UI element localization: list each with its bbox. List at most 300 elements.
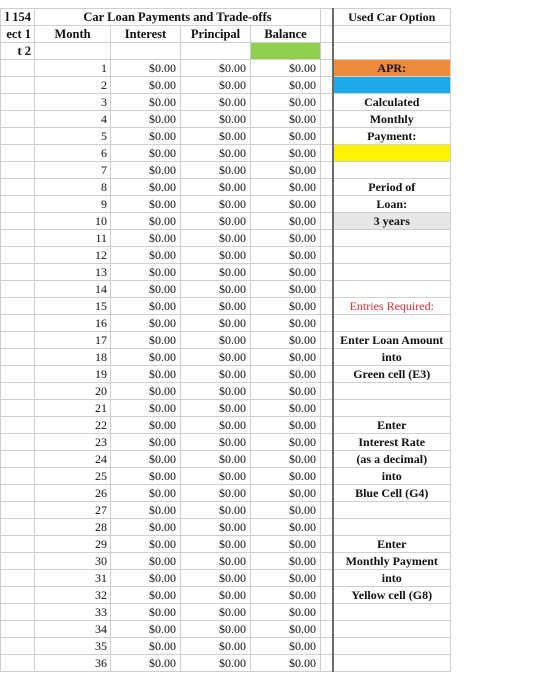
header-month: Month xyxy=(35,26,111,43)
balance-cell[interactable]: $0.00 xyxy=(251,247,321,264)
principal-cell[interactable]: $0.00 xyxy=(181,604,251,621)
separator-cell xyxy=(321,536,333,553)
interest-cell[interactable]: $0.00 xyxy=(111,247,181,264)
separator-cell xyxy=(321,349,333,366)
month-cell: 25 xyxy=(35,468,111,485)
table-row xyxy=(1,366,451,383)
separator-cell xyxy=(321,383,333,400)
separator-cell xyxy=(321,230,333,247)
separator-cell xyxy=(321,570,333,587)
principal-cell[interactable]: $0.00 xyxy=(181,451,251,468)
left-label: l 154 xyxy=(1,9,35,26)
principal-cell[interactable]: $0.00 xyxy=(181,655,251,672)
row-left-cell xyxy=(1,434,35,451)
balance-cell[interactable]: $0.00 xyxy=(251,111,321,128)
row-left-cell xyxy=(1,366,35,383)
row-left-cell xyxy=(1,502,35,519)
balance-cell[interactable]: $0.00 xyxy=(251,60,321,77)
balance-cell[interactable]: $0.00 xyxy=(251,536,321,553)
principal-cell[interactable]: $0.00 xyxy=(181,638,251,655)
header-interest: Interest xyxy=(111,26,181,43)
calc-line-1: Calculated xyxy=(333,94,451,111)
balance-cell[interactable]: $0.00 xyxy=(251,400,321,417)
principal-cell[interactable]: $0.00 xyxy=(181,145,251,162)
interest-cell[interactable]: $0.00 xyxy=(111,128,181,145)
table-row xyxy=(1,451,451,468)
header-balance: Balance xyxy=(251,26,321,43)
instr-rate-4: into xyxy=(333,468,451,485)
interest-cell[interactable]: $0.00 xyxy=(111,638,181,655)
balance-cell[interactable]: $0.00 xyxy=(251,230,321,247)
blank-cell xyxy=(35,43,111,60)
option-cell xyxy=(333,247,451,264)
principal-cell[interactable]: $0.00 xyxy=(181,247,251,264)
separator-cell xyxy=(321,621,333,638)
principal-cell[interactable]: $0.00 xyxy=(181,281,251,298)
principal-cell[interactable]: $0.00 xyxy=(181,213,251,230)
separator-cell xyxy=(321,604,333,621)
interest-cell[interactable]: $0.00 xyxy=(111,451,181,468)
separator-cell xyxy=(321,655,333,672)
separator-cell xyxy=(321,553,333,570)
separator-cell xyxy=(321,468,333,485)
row-left-cell xyxy=(1,213,35,230)
table-row xyxy=(1,400,451,417)
separator-cell xyxy=(321,434,333,451)
row-left-cell xyxy=(1,468,35,485)
separator-cell xyxy=(321,315,333,332)
separator-cell xyxy=(321,451,333,468)
principal-cell[interactable]: $0.00 xyxy=(181,298,251,315)
row-left-cell xyxy=(1,655,35,672)
interest-cell[interactable]: $0.00 xyxy=(111,60,181,77)
principal-cell[interactable]: $0.00 xyxy=(181,94,251,111)
table-row xyxy=(1,604,451,621)
balance-cell[interactable]: $0.00 xyxy=(251,213,321,230)
option-cell xyxy=(333,43,451,60)
month-cell: 27 xyxy=(35,502,111,519)
month-cell: 16 xyxy=(35,315,111,332)
row-left-cell xyxy=(1,128,35,145)
principal-cell[interactable]: $0.00 xyxy=(181,60,251,77)
blank-cell xyxy=(181,43,251,60)
principal-cell[interactable]: $0.00 xyxy=(181,179,251,196)
principal-cell[interactable]: $0.00 xyxy=(181,128,251,145)
interest-cell[interactable]: $0.00 xyxy=(111,417,181,434)
balance-cell[interactable]: $0.00 xyxy=(251,179,321,196)
principal-cell[interactable]: $0.00 xyxy=(181,196,251,213)
option-cell xyxy=(333,315,451,332)
option-cell xyxy=(333,264,451,281)
row-left-cell xyxy=(1,417,35,434)
row-left-cell xyxy=(1,111,35,128)
left-label: ect 1 xyxy=(1,26,35,43)
period-line-2: Loan: xyxy=(333,196,451,213)
table-row xyxy=(1,111,451,128)
row-left-cell xyxy=(1,400,35,417)
table-row xyxy=(1,383,451,400)
apr-label: APR: xyxy=(333,60,451,77)
table-row xyxy=(1,587,451,604)
table-row xyxy=(1,553,451,570)
table-row xyxy=(1,264,451,281)
interest-cell[interactable]: $0.00 xyxy=(111,604,181,621)
balance-cell[interactable]: $0.00 xyxy=(251,281,321,298)
calc-line-2: Monthly xyxy=(333,111,451,128)
month-cell: 8 xyxy=(35,179,111,196)
instr-payment-2: Monthly Payment xyxy=(333,553,451,570)
interest-cell[interactable]: $0.00 xyxy=(111,434,181,451)
interest-cell[interactable]: $0.00 xyxy=(111,655,181,672)
separator-cell xyxy=(321,111,333,128)
balance-cell[interactable]: $0.00 xyxy=(251,349,321,366)
balance-cell[interactable]: $0.00 xyxy=(251,94,321,111)
header-row-3 xyxy=(1,43,451,60)
table-row xyxy=(1,179,451,196)
balance-cell[interactable]: $0.00 xyxy=(251,145,321,162)
blank-cell xyxy=(111,43,181,60)
header-principal: Principal xyxy=(181,26,251,43)
month-cell: 31 xyxy=(35,570,111,587)
instr-payment-1: Enter xyxy=(333,536,451,553)
table-row xyxy=(1,519,451,536)
table-row xyxy=(1,434,451,451)
principal-cell[interactable]: $0.00 xyxy=(181,315,251,332)
row-left-cell xyxy=(1,638,35,655)
option-cell xyxy=(333,400,451,417)
month-cell: 2 xyxy=(35,77,111,94)
principal-cell[interactable]: $0.00 xyxy=(181,400,251,417)
row-left-cell xyxy=(1,604,35,621)
row-left-cell xyxy=(1,519,35,536)
separator-cell xyxy=(321,417,333,434)
balance-cell[interactable]: $0.00 xyxy=(251,128,321,145)
row-left-cell xyxy=(1,570,35,587)
row-left-cell xyxy=(1,94,35,111)
interest-cell[interactable]: $0.00 xyxy=(111,213,181,230)
interest-cell[interactable]: $0.00 xyxy=(111,570,181,587)
interest-cell[interactable]: $0.00 xyxy=(111,502,181,519)
loan-spreadsheet xyxy=(0,8,451,672)
principal-cell[interactable]: $0.00 xyxy=(181,349,251,366)
month-cell: 9 xyxy=(35,196,111,213)
balance-cell[interactable]: $0.00 xyxy=(251,366,321,383)
header-row-1 xyxy=(1,9,451,26)
separator-cell xyxy=(321,94,333,111)
separator-cell xyxy=(321,264,333,281)
separator-cell xyxy=(321,213,333,230)
row-left-cell xyxy=(1,621,35,638)
interest-cell[interactable]: $0.00 xyxy=(111,230,181,247)
month-cell: 23 xyxy=(35,434,111,451)
row-left-cell xyxy=(1,485,35,502)
interest-rate-input-cell[interactable] xyxy=(333,77,451,94)
month-cell: 33 xyxy=(35,604,111,621)
principal-cell[interactable]: $0.00 xyxy=(181,230,251,247)
principal-cell[interactable]: $0.00 xyxy=(181,162,251,179)
table-row xyxy=(1,536,451,553)
row-left-cell xyxy=(1,162,35,179)
balance-cell[interactable]: $0.00 xyxy=(251,570,321,587)
interest-cell[interactable]: $0.00 xyxy=(111,485,181,502)
interest-cell[interactable]: $0.00 xyxy=(111,315,181,332)
row-left-cell xyxy=(1,553,35,570)
interest-cell[interactable]: $0.00 xyxy=(111,281,181,298)
month-cell: 21 xyxy=(35,400,111,417)
principal-cell[interactable]: $0.00 xyxy=(181,417,251,434)
row-left-cell xyxy=(1,349,35,366)
row-left-cell xyxy=(1,145,35,162)
table-row xyxy=(1,230,451,247)
month-cell: 13 xyxy=(35,264,111,281)
month-cell: 1 xyxy=(35,60,111,77)
interest-cell[interactable]: $0.00 xyxy=(111,587,181,604)
month-cell: 35 xyxy=(35,638,111,655)
separator-cell xyxy=(321,128,333,145)
separator-cell xyxy=(321,26,333,43)
interest-cell[interactable]: $0.00 xyxy=(111,264,181,281)
separator-cell xyxy=(321,179,333,196)
principal-cell[interactable]: $0.00 xyxy=(181,383,251,400)
period-value: 3 years xyxy=(333,213,451,230)
month-cell: 29 xyxy=(35,536,111,553)
table-row xyxy=(1,332,451,349)
option-title: Used Car Option xyxy=(333,9,451,26)
month-cell: 12 xyxy=(35,247,111,264)
table-row xyxy=(1,247,451,264)
instr-payment-3: into xyxy=(333,570,451,587)
separator-cell xyxy=(321,60,333,77)
interest-cell[interactable]: $0.00 xyxy=(111,162,181,179)
option-cell xyxy=(333,638,451,655)
month-cell: 26 xyxy=(35,485,111,502)
interest-cell[interactable]: $0.00 xyxy=(111,366,181,383)
table-row xyxy=(1,281,451,298)
row-left-cell xyxy=(1,298,35,315)
row-left-cell xyxy=(1,264,35,281)
month-cell: 24 xyxy=(35,451,111,468)
balance-cell[interactable]: $0.00 xyxy=(251,502,321,519)
row-left-cell xyxy=(1,536,35,553)
interest-cell[interactable]: $0.00 xyxy=(111,400,181,417)
separator-cell xyxy=(321,162,333,179)
balance-cell[interactable]: $0.00 xyxy=(251,315,321,332)
balance-cell[interactable]: $0.00 xyxy=(251,638,321,655)
interest-cell[interactable]: $0.00 xyxy=(111,383,181,400)
balance-cell[interactable]: $0.00 xyxy=(251,468,321,485)
table-row xyxy=(1,349,451,366)
row-left-cell xyxy=(1,196,35,213)
separator-cell xyxy=(321,145,333,162)
balance-cell[interactable]: $0.00 xyxy=(251,264,321,281)
principal-cell[interactable]: $0.00 xyxy=(181,553,251,570)
month-cell: 4 xyxy=(35,111,111,128)
interest-cell[interactable]: $0.00 xyxy=(111,349,181,366)
principal-cell[interactable]: $0.00 xyxy=(181,434,251,451)
balance-cell[interactable]: $0.00 xyxy=(251,162,321,179)
principal-cell[interactable]: $0.00 xyxy=(181,468,251,485)
balance-cell[interactable]: $0.00 xyxy=(251,519,321,536)
month-cell: 3 xyxy=(35,94,111,111)
option-cell xyxy=(333,655,451,672)
interest-cell[interactable]: $0.00 xyxy=(111,468,181,485)
instr-rate-3: (as a decimal) xyxy=(333,451,451,468)
period-line-1: Period of xyxy=(333,179,451,196)
principal-cell[interactable]: $0.00 xyxy=(181,111,251,128)
separator-cell xyxy=(321,9,333,26)
balance-cell[interactable]: $0.00 xyxy=(251,451,321,468)
option-blank xyxy=(333,26,451,43)
balance-cell[interactable]: $0.00 xyxy=(251,417,321,434)
row-left-cell xyxy=(1,60,35,77)
principal-cell[interactable]: $0.00 xyxy=(181,570,251,587)
table-row xyxy=(1,162,451,179)
principal-cell[interactable]: $0.00 xyxy=(181,264,251,281)
month-cell: 11 xyxy=(35,230,111,247)
row-left-cell xyxy=(1,332,35,349)
row-left-cell xyxy=(1,383,35,400)
separator-cell xyxy=(321,196,333,213)
row-left-cell xyxy=(1,77,35,94)
option-cell xyxy=(333,383,451,400)
balance-cell[interactable]: $0.00 xyxy=(251,434,321,451)
interest-cell[interactable]: $0.00 xyxy=(111,94,181,111)
row-left-cell xyxy=(1,451,35,468)
interest-cell[interactable]: $0.00 xyxy=(111,77,181,94)
instr-rate-2: Interest Rate xyxy=(333,434,451,451)
interest-cell[interactable]: $0.00 xyxy=(111,145,181,162)
month-cell: 6 xyxy=(35,145,111,162)
separator-cell xyxy=(321,366,333,383)
separator-cell xyxy=(321,298,333,315)
table-row xyxy=(1,77,451,94)
interest-cell[interactable]: $0.00 xyxy=(111,536,181,553)
option-cell xyxy=(333,230,451,247)
table-row xyxy=(1,213,451,230)
month-cell: 30 xyxy=(35,553,111,570)
option-cell xyxy=(333,604,451,621)
month-cell: 10 xyxy=(35,213,111,230)
separator-cell xyxy=(321,587,333,604)
separator-cell xyxy=(321,638,333,655)
balance-cell[interactable]: $0.00 xyxy=(251,621,321,638)
interest-cell[interactable]: $0.00 xyxy=(111,298,181,315)
instr-loan-2: into xyxy=(333,349,451,366)
balance-cell[interactable]: $0.00 xyxy=(251,383,321,400)
separator-cell xyxy=(321,332,333,349)
balance-cell[interactable]: $0.00 xyxy=(251,77,321,94)
entries-label: Entries Required: xyxy=(333,298,451,315)
separator-cell xyxy=(321,485,333,502)
row-left-cell xyxy=(1,247,35,264)
table-row xyxy=(1,570,451,587)
month-cell: 34 xyxy=(35,621,111,638)
interest-cell[interactable]: $0.00 xyxy=(111,332,181,349)
month-cell: 5 xyxy=(35,128,111,145)
row-left-cell xyxy=(1,315,35,332)
month-cell: 15 xyxy=(35,298,111,315)
table-row xyxy=(1,145,451,162)
row-left-cell xyxy=(1,230,35,247)
table-row xyxy=(1,485,451,502)
separator-cell xyxy=(321,502,333,519)
table-row xyxy=(1,417,451,434)
instr-loan-3: Green cell (E3) xyxy=(333,366,451,383)
table-row xyxy=(1,502,451,519)
month-cell: 17 xyxy=(35,332,111,349)
balance-cell[interactable]: $0.00 xyxy=(251,553,321,570)
instr-payment-4: Yellow cell (G8) xyxy=(333,587,451,604)
balance-cell[interactable]: $0.00 xyxy=(251,604,321,621)
option-cell xyxy=(333,621,451,638)
separator-cell xyxy=(321,400,333,417)
table-row xyxy=(1,621,451,638)
interest-cell[interactable]: $0.00 xyxy=(111,179,181,196)
option-cell xyxy=(333,281,451,298)
interest-cell[interactable]: $0.00 xyxy=(111,519,181,536)
table-row xyxy=(1,638,451,655)
interest-cell[interactable]: $0.00 xyxy=(111,111,181,128)
principal-cell[interactable]: $0.00 xyxy=(181,587,251,604)
interest-cell[interactable]: $0.00 xyxy=(111,553,181,570)
interest-cell[interactable]: $0.00 xyxy=(111,196,181,213)
separator-cell xyxy=(321,43,333,60)
table-row xyxy=(1,298,451,315)
table-row xyxy=(1,60,451,77)
table-row xyxy=(1,468,451,485)
instr-rate-1: Enter xyxy=(333,417,451,434)
table-row xyxy=(1,94,451,111)
instr-rate-5: Blue Cell (G4) xyxy=(333,485,451,502)
principal-cell[interactable]: $0.00 xyxy=(181,366,251,383)
balance-cell[interactable]: $0.00 xyxy=(251,332,321,349)
monthly-payment-input-cell[interactable] xyxy=(333,145,451,162)
principal-cell[interactable]: $0.00 xyxy=(181,536,251,553)
option-cell xyxy=(333,502,451,519)
balance-cell[interactable]: $0.00 xyxy=(251,587,321,604)
balance-cell[interactable]: $0.00 xyxy=(251,485,321,502)
option-cell xyxy=(333,162,451,179)
principal-cell[interactable]: $0.00 xyxy=(181,502,251,519)
month-cell: 18 xyxy=(35,349,111,366)
principal-cell[interactable]: $0.00 xyxy=(181,519,251,536)
balance-cell[interactable]: $0.00 xyxy=(251,196,321,213)
month-cell: 28 xyxy=(35,519,111,536)
loan-amount-input-cell[interactable] xyxy=(251,43,321,60)
principal-cell[interactable]: $0.00 xyxy=(181,77,251,94)
table-row xyxy=(1,315,451,332)
month-cell: 32 xyxy=(35,587,111,604)
balance-cell[interactable]: $0.00 xyxy=(251,298,321,315)
separator-cell xyxy=(321,519,333,536)
month-cell: 22 xyxy=(35,417,111,434)
principal-cell[interactable]: $0.00 xyxy=(181,485,251,502)
balance-cell[interactable]: $0.00 xyxy=(251,655,321,672)
interest-cell[interactable]: $0.00 xyxy=(111,621,181,638)
principal-cell[interactable]: $0.00 xyxy=(181,332,251,349)
table-row xyxy=(1,196,451,213)
sheet-title: Car Loan Payments and Trade-offs xyxy=(35,9,321,26)
separator-cell xyxy=(321,281,333,298)
principal-cell[interactable]: $0.00 xyxy=(181,621,251,638)
separator-cell xyxy=(321,247,333,264)
row-left-cell xyxy=(1,281,35,298)
table-row xyxy=(1,128,451,145)
instr-loan-1: Enter Loan Amount xyxy=(333,332,451,349)
month-cell: 36 xyxy=(35,655,111,672)
month-cell: 20 xyxy=(35,383,111,400)
header-row-2 xyxy=(1,26,451,43)
